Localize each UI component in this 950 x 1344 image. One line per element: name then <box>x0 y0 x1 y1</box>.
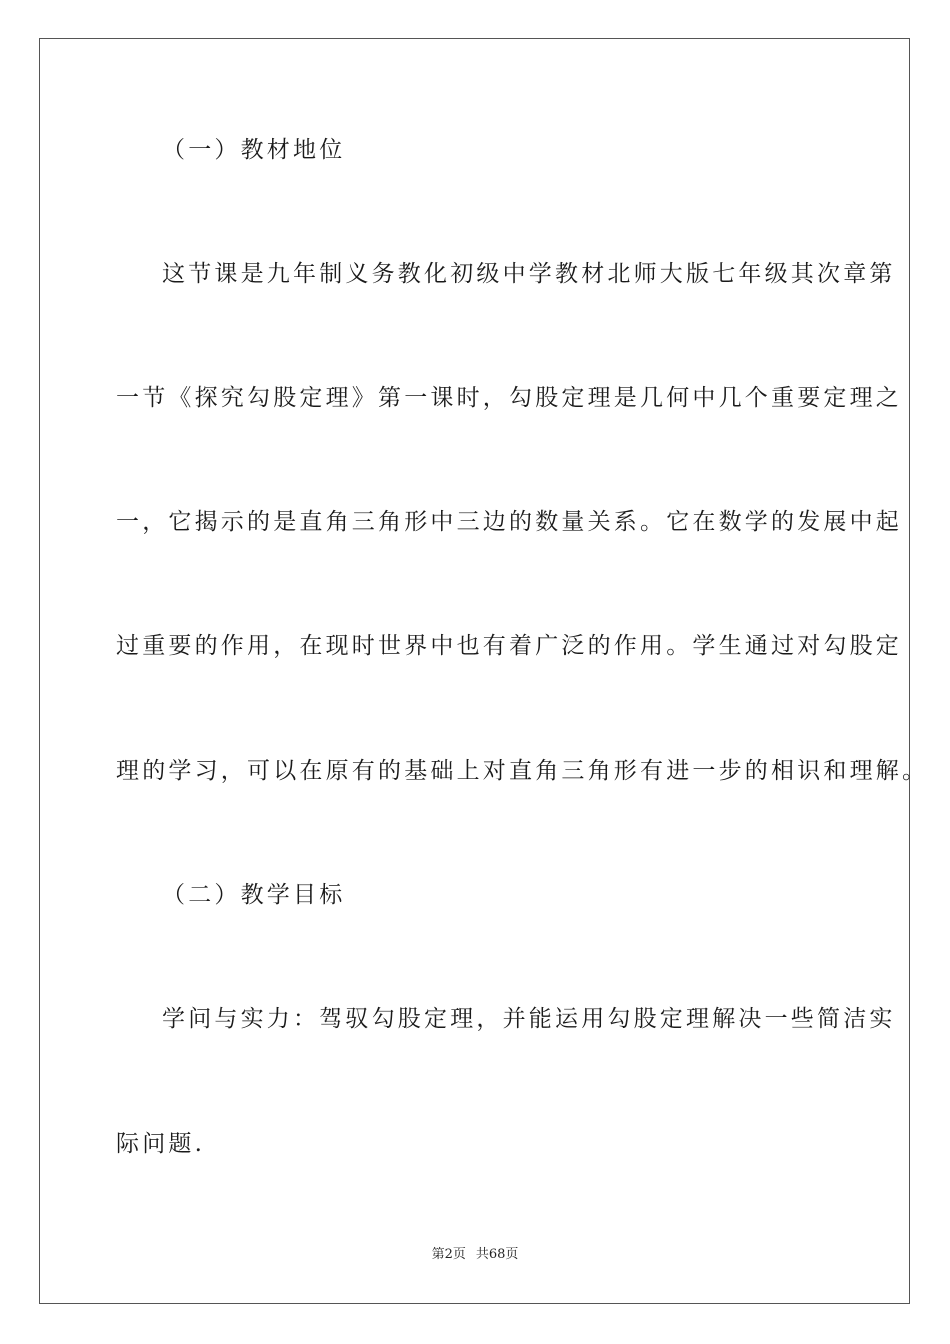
paragraph-1-line-4: 过重要的作用，在现时世界中也有着广泛的作用。学生通过对勾股定 <box>116 633 902 659</box>
paragraph-1-line-3: 一，它揭示的是直角三角形中三边的数量关系。它在数学的发展中起 <box>116 509 902 535</box>
page-total: 共68页 <box>475 1247 519 1262</box>
paragraph-1-line-5: 理的学习，可以在原有的基础上对直角三角形有进一步的相识和理解。 <box>116 758 929 784</box>
paragraph-2-line-2: 际问题. <box>116 1131 206 1157</box>
section-heading-2: （二）教学目标 <box>162 882 346 908</box>
paragraph-2-line-1: 学问与实力：驾驭勾股定理，并能运用勾股定理解决一些简洁实 <box>162 1006 896 1032</box>
paragraph-1-line-2: 一节《探究勾股定理》第一课时，勾股定理是几何中几个重要定理之 <box>116 385 902 411</box>
page-number: 第2页 <box>431 1247 466 1262</box>
page-border <box>39 38 929 1304</box>
paragraph-1-line-1: 这节课是九年制义务教化初级中学教材北师大版七年级其次章第 <box>162 261 896 287</box>
section-heading-1: （一）教材地位 <box>162 137 346 163</box>
page-footer <box>0 1245 950 1265</box>
